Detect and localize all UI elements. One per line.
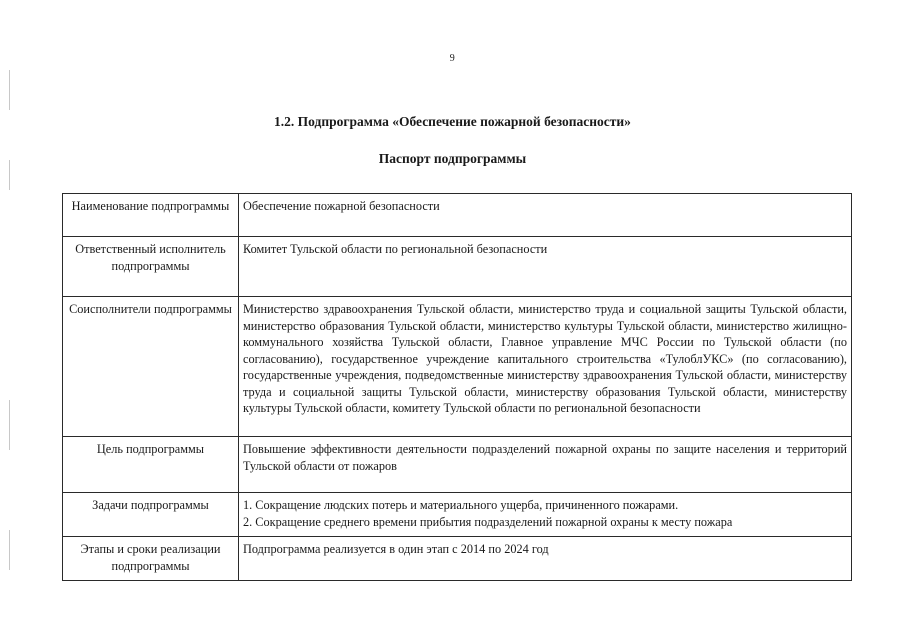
row-label: Соисполнители подпрограммы [63, 297, 239, 437]
row-value: Комитет Тульской области по региональной безопасности [239, 237, 852, 297]
passport-row-responsible [63, 237, 852, 297]
row-value [239, 493, 852, 537]
row-label: Цель подпрограммы [63, 437, 239, 493]
row-value: Министерство здравоохранения Тульской области, министерство труда и социальной защиты Тульской области, министерство образования Тульской области, министерство культуры Тульской области, министерство жилищно-коммунального хозяйства Тульской области, Главное управление МЧС России по Тульской области (по согласованию), государственное учреждение капитального строительства «ТулоблУКС» (по согласованию), государственные учреждения, подведомственные министерству здравоохранения Тульской области, министерству труда и социальной защиты Тульской области, министерству образования Тульской области, министерству культуры Тульской области, комитету Тульской области по региональной безопасности [239, 297, 852, 437]
scan-artifact [9, 530, 10, 570]
row-value: Подпрограмма реализуется в один этап с 2014 по 2024 год [239, 537, 852, 581]
row-value: Обеспечение пожарной безопасности [239, 194, 852, 237]
row-value: Повышение эффективности деятельности подразделений пожарной охраны по защите населения и территорий Тульской области от пожаров [239, 437, 852, 493]
section-title: 1.2. Подпрограмма «Обеспечение пожарной безопасности» [274, 114, 631, 129]
passport-table [62, 193, 852, 581]
row-label: Ответственный исполнитель подпрограммы [63, 237, 239, 297]
page-number: 9 [449, 53, 456, 64]
passport-title: Паспорт подпрограммы [378, 151, 527, 166]
passport-row-goal [63, 437, 852, 493]
passport-row-name [63, 194, 852, 237]
scan-artifact [9, 400, 10, 450]
task-item: 1. Сокращение людских потерь и материального ущерба, причиненного пожарами. [243, 498, 679, 512]
passport-row-stages [63, 537, 852, 581]
row-label: Задачи подпрограммы [63, 493, 239, 537]
scan-artifact [9, 70, 10, 110]
passport-row-tasks [63, 493, 852, 537]
passport-row-coexecutors [63, 297, 852, 437]
row-label: Наименование подпрограммы [63, 194, 239, 237]
task-item: 2. Сокращение среднего времени прибытия подразделений пожарной охраны к месту пожара [243, 514, 733, 529]
row-label: Этапы и сроки реализации подпрограммы [63, 537, 239, 581]
